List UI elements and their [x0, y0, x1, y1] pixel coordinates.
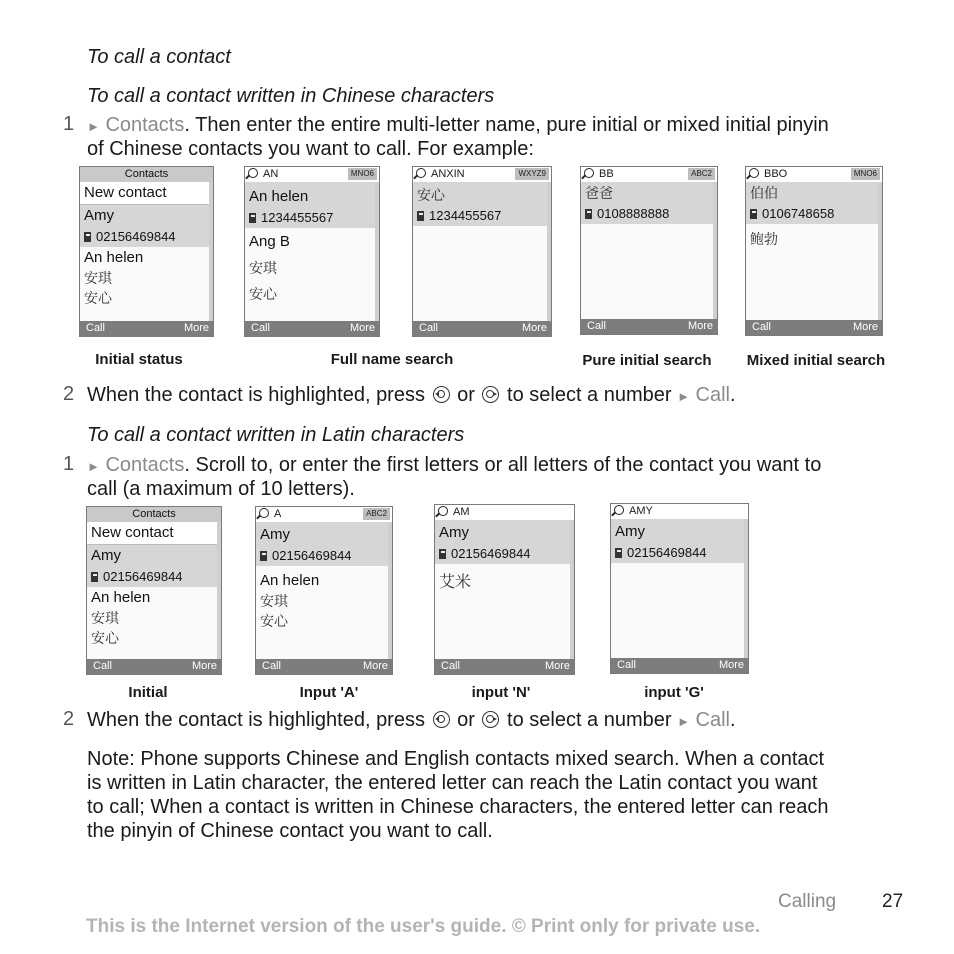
softkey-more: More: [191, 660, 217, 672]
contact-name: 伯伯: [750, 186, 778, 202]
screen-list: [87, 522, 217, 659]
navigation-key-right-icon: [482, 386, 499, 403]
search-text: AMY: [629, 505, 653, 517]
scrollbar: [375, 182, 379, 321]
step-2-or: or: [457, 384, 475, 406]
contact-name: 安琪: [249, 261, 277, 277]
section-heading-latin: To call a contact written in Latin characters: [87, 424, 465, 446]
softkey-bar: [245, 321, 379, 336]
step-1-line1: . Scroll to, or enter the first letters or all letters of the contact you want to: [184, 454, 822, 476]
step-1-line2: of Chinese contacts you want to call. For example:: [87, 138, 534, 160]
note-line: is written in Latin character, the entered letter can reach the Latin contact you want: [87, 772, 818, 794]
note-paragraph: [87, 747, 828, 843]
step-1-text: [87, 453, 917, 479]
figure-caption: Full name search: [330, 351, 454, 368]
contact-number: 02156469844: [96, 229, 176, 244]
new-contact-item: New contact: [87, 522, 217, 545]
call-link: Call: [695, 384, 730, 406]
phone-number-icon: [84, 232, 91, 242]
screen-title: Contacts: [80, 167, 213, 182]
contact-name: An helen: [260, 572, 320, 589]
step-number: 1: [63, 113, 75, 135]
contact-name: 安琪: [84, 271, 112, 287]
contact-name: Amy: [91, 547, 121, 564]
step-2-part-b: to select a number: [507, 384, 672, 406]
contact-name: An helen: [91, 589, 151, 606]
menu-arrow-icon: ►: [87, 119, 100, 134]
highlighted-contact: [581, 182, 713, 224]
softkey-call: Call: [419, 322, 438, 334]
figure-caption: input 'G': [644, 684, 704, 701]
phone-number-icon: [439, 549, 446, 559]
search-icon: [614, 505, 624, 515]
screen-list: [256, 522, 388, 659]
search-field: [256, 507, 392, 523]
search-icon: [584, 168, 594, 178]
softkey-bar: [80, 321, 213, 336]
phone-number-icon: [585, 209, 592, 219]
footer-disclaimer: This is the Internet version of the user's guide. © Print only for private use.: [86, 916, 761, 937]
navigation-key-left-icon: [433, 711, 450, 728]
contact-number: 1234455567: [429, 208, 502, 223]
screen-list: [581, 182, 713, 319]
screen-list: [611, 519, 744, 658]
search-text: A: [274, 508, 282, 520]
search-text: BBO: [764, 168, 788, 180]
input-mode-indicator: MNO6: [851, 168, 880, 180]
screen-list: [80, 182, 209, 321]
figure-caption: Initial: [128, 684, 168, 701]
softkey-more: More: [718, 659, 744, 671]
search-text: AN: [263, 168, 279, 180]
screen-list: [413, 182, 547, 321]
phone-screen-full-name-search: [244, 166, 380, 337]
highlighted-contact: [87, 545, 217, 587]
step-2-or: or: [457, 709, 475, 731]
softkey-call: Call: [587, 320, 606, 332]
contact-name: Amy: [615, 523, 645, 540]
section-heading-chinese: To call a contact written in Chinese characters: [87, 85, 495, 107]
softkey-call: Call: [93, 660, 112, 672]
contact-name: 安心: [84, 291, 112, 307]
search-field: [746, 167, 882, 183]
highlighted-contact: [611, 519, 744, 563]
figure-caption: Mixed initial search: [746, 352, 886, 369]
contact-number: 02156469844: [103, 569, 183, 584]
softkey-more: More: [687, 320, 713, 332]
figure-caption: Input 'A': [299, 684, 359, 701]
note-line: the pinyin of Chinese contact you want to call.: [87, 820, 493, 842]
phone-screen-initial-status: [79, 166, 214, 337]
menu-arrow-icon: ►: [677, 714, 690, 729]
step-1-text: [87, 113, 917, 139]
note-line: to call; When a contact is written in Chinese characters, the entered letter can reach: [87, 796, 829, 818]
navigation-key-left-icon: [433, 386, 450, 403]
phone-screen-input-g: [610, 503, 749, 674]
screen-title: Contacts: [87, 507, 221, 522]
softkey-call: Call: [262, 660, 281, 672]
step-2-text: [87, 708, 736, 734]
step-number: 2: [63, 383, 75, 405]
search-icon: [248, 168, 258, 178]
search-text: AM: [453, 506, 470, 518]
softkey-bar: [611, 658, 748, 673]
menu-arrow-icon: ►: [87, 459, 100, 474]
figure-caption: Pure initial search: [582, 352, 712, 369]
contact-name: Amy: [84, 207, 114, 224]
phone-number-icon: [417, 211, 424, 221]
scrollbar: [209, 182, 213, 321]
phone-screen-anxin-search: [412, 166, 552, 337]
highlighted-contact: [245, 182, 375, 228]
note-line: Note: Phone supports Chinese and English contacts mixed search. When a contact: [87, 748, 825, 770]
softkey-call: Call: [86, 322, 105, 334]
contact-name: 爸爸: [585, 186, 613, 202]
contact-name: 安心: [91, 631, 119, 647]
contact-number: 0108888888: [597, 206, 670, 221]
contact-name: 艾米: [439, 572, 472, 591]
screen-list: [435, 520, 570, 659]
scrollbar: [878, 182, 882, 320]
figure-caption: Initial status: [95, 351, 183, 368]
softkey-more: More: [521, 322, 547, 334]
search-field: [245, 167, 379, 183]
phone-screen-latin-initial: [86, 506, 222, 675]
phone-screen-input-a: [255, 506, 393, 675]
scrollbar: [744, 519, 748, 658]
search-icon: [749, 168, 759, 178]
contact-name: 鲍勃: [750, 232, 778, 248]
screen-list: [245, 182, 375, 321]
search-field: [581, 167, 717, 183]
step-2-part-a: When the contact is highlighted, press: [87, 709, 425, 731]
search-field: [435, 505, 574, 521]
phone-number-icon: [615, 548, 622, 558]
figure-caption: input 'N': [471, 684, 531, 701]
step-2-end: .: [730, 709, 736, 731]
step-1-line1: . Then enter the entire multi-letter name, pure initial or mixed initial pinyin: [184, 114, 829, 136]
search-icon: [416, 168, 426, 178]
search-text: BB: [599, 168, 614, 180]
contact-name: 安心: [417, 188, 445, 204]
phone-screen-input-n: [434, 504, 575, 675]
step-2-text: [87, 383, 736, 409]
screen-list: [746, 182, 878, 320]
contact-name: 安琪: [91, 611, 119, 627]
phone-number-icon: [249, 213, 256, 223]
phone-screen-pure-initial-search: [580, 166, 718, 335]
softkey-more: More: [852, 321, 878, 333]
search-field: [413, 167, 551, 183]
contact-name: An helen: [84, 249, 144, 266]
step-number: 1: [63, 453, 75, 475]
contact-name: Amy: [439, 524, 469, 541]
input-mode-indicator: ABC2: [363, 508, 390, 520]
softkey-call: Call: [251, 322, 270, 334]
softkey-call: Call: [617, 659, 636, 671]
search-text: ANXIN: [431, 168, 465, 180]
search-field: [611, 504, 748, 520]
softkey-more: More: [183, 322, 209, 334]
softkey-bar: [256, 659, 392, 674]
page-number: 27: [882, 891, 904, 912]
scrollbar: [547, 182, 551, 321]
softkey-bar: [413, 321, 551, 336]
contact-name: 安心: [249, 287, 277, 303]
highlighted-contact: [746, 182, 878, 224]
step-number: 2: [63, 708, 75, 730]
search-icon: [438, 506, 448, 516]
new-contact-item: New contact: [80, 182, 209, 205]
navigation-key-right-icon: [482, 711, 499, 728]
search-icon: [259, 508, 269, 518]
phone-number-icon: [260, 551, 267, 561]
scrollbar: [217, 522, 221, 659]
footer-section-name: Calling: [778, 891, 837, 912]
contact-number: 02156469844: [627, 545, 707, 560]
softkey-bar: [746, 320, 882, 335]
contact-name: 安心: [260, 614, 288, 630]
menu-arrow-icon: ►: [677, 389, 690, 404]
step-1-line2: call (a maximum of 10 letters).: [87, 478, 355, 500]
highlighted-contact: [413, 182, 547, 226]
softkey-bar: [581, 319, 717, 334]
page-heading: To call a contact: [87, 46, 231, 68]
contact-number: 1234455567: [261, 210, 334, 225]
highlighted-contact: [256, 522, 388, 566]
contact-name: An helen: [249, 188, 309, 205]
contact-name: Amy: [260, 526, 290, 543]
contact-name: 安琪: [260, 594, 288, 610]
contact-number: 02156469844: [272, 548, 352, 563]
phone-number-icon: [91, 572, 98, 582]
highlighted-contact: [80, 205, 209, 247]
scrollbar: [570, 520, 574, 659]
phone-screen-mixed-initial-search: [745, 166, 883, 336]
step-2-end: .: [730, 384, 736, 406]
softkey-call: Call: [752, 321, 771, 333]
scrollbar: [713, 182, 717, 319]
contact-number: 0106748658: [762, 206, 835, 221]
contacts-link: Contacts: [105, 454, 185, 476]
softkey-more: More: [544, 660, 570, 672]
scrollbar: [388, 522, 392, 659]
softkey-more: More: [362, 660, 388, 672]
softkey-bar: [87, 659, 221, 674]
highlighted-contact: [435, 520, 570, 564]
step-2-part-a: When the contact is highlighted, press: [87, 384, 425, 406]
input-mode-indicator: ABC2: [688, 168, 715, 180]
step-2-part-b: to select a number: [507, 709, 672, 731]
call-link: Call: [695, 709, 730, 731]
contacts-link: Contacts: [105, 114, 185, 136]
input-mode-indicator: MNO6: [348, 168, 377, 180]
input-mode-indicator: WXYZ9: [515, 168, 549, 180]
softkey-bar: [435, 659, 574, 674]
contact-name: Ang B: [249, 233, 290, 250]
softkey-more: More: [349, 322, 375, 334]
phone-number-icon: [750, 209, 757, 219]
contact-number: 02156469844: [451, 546, 531, 561]
softkey-call: Call: [441, 660, 460, 672]
